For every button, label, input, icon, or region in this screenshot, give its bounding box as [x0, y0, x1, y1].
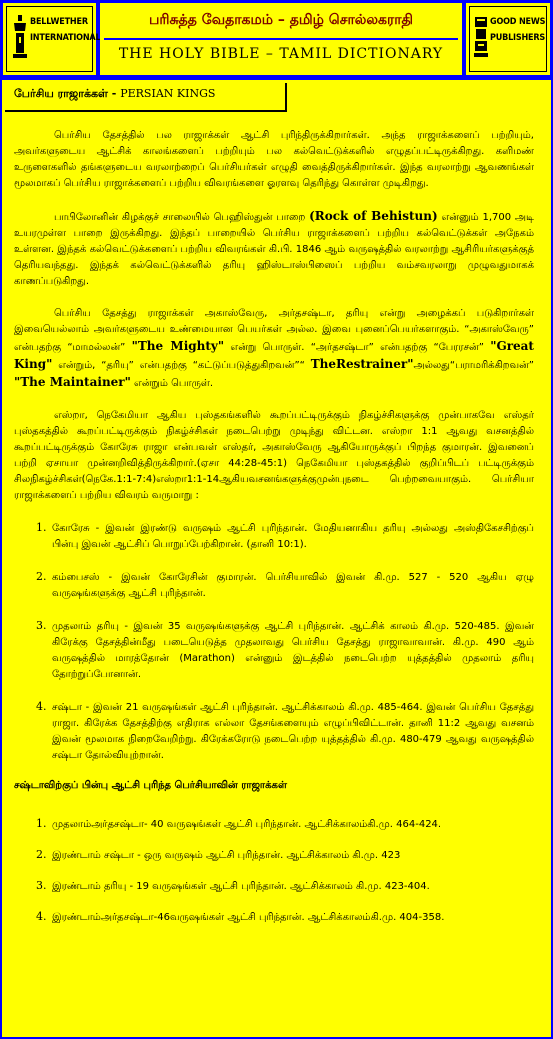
- later-kings-list: [14, 816, 534, 926]
- paragraph-intro: பெர்சிய தேசத்தில் பல ராஜாக்கள் ஆட்சி புரிந்திருக்கிறார்கள். அந்த ராஜாக்களைப் பற்றியும், அவர்களுடைய ஆட்சிக் காலங்களைப் பற்றியும் பல கல்வெட்டுக்களில் எழுதப்பட்டிருக்கிறது. களிமண் உருளைகளில் தங்களுடைய வரலாற்றைப் பெர்சியர்கள் எழுதி வைத்திருக்கிறார்கள். இந்த வரலாற்று ஆவணங்கள் மூலமாகப் பெர்சிய ராஜாக்களைப் பற்றிய விவரங்களை ஓரளவு தெரிந்து கொள்ள முடிகிறது.: [14, 130, 534, 189]
- list-item: 1. முதலாம்அர்தசஷ்டா- 40 வருஷங்கள் ஆட்சி புரிந்தான். ஆட்சிக்காலம்கி.மு. 464-424.: [50, 816, 534, 833]
- book-stack-icon: [473, 13, 489, 61]
- heading-english: PERSIAN KINGS: [120, 87, 216, 100]
- list-item: 4. இரண்டாம்அர்தசஷ்டா-46வருஷங்கள் ஆட்சி புரிந்தான். ஆட்சிக்காலம்கி.மு. 404-358.: [50, 909, 534, 926]
- header: [0, 0, 553, 78]
- list-item: 4. சஷ்டா - இவன் 21 வருஷங்கள் ஆட்சி புரிந்தான். ஆட்சிக்காலம் கி.மு. 485-464. இவன் பெர்சிய தேசத்து ராஜா. கிரேக்க தேசத்திற்கு எதிராக எல்லா தேசங்களையும் எழுப்பிவிட்டான். தானி 11:2 ஆவது வசனம் இவன் மூலமாக நிறைவேறிற்று. கிரேக்கரோடு நடைபெற்ற யுத்தத்தில் கி.மு. 480-479 ஆவது வருஷத்தில் சஷ்டா தோல்வியுற்றான்.: [50, 699, 534, 764]
- bellwether-logo: [3, 3, 101, 75]
- article-body: [14, 128, 534, 940]
- list-item: 3. முதலாம் தரியு - இவன் 35 வருஷங்களுக்கு ஆட்சி புரிந்தான். ஆட்சிக் காலம் கி.மு. 520-485. இவன் கிரேக்கு தேசத்தின்மீது படையெடுத்த முதலாவது பெர்சிய தேசத்து ராஜாவாவான். கி.மு. 490 ஆம் வருஷத்தில் மாரத்தோன் (Marathon) என்னும் இடத்தில் நடைபெற்ற யுத்தத்தில் முதலாம் தரியு தோற்றுப்போனான்.: [50, 618, 534, 683]
- paragraph-chronology: எஸ்றா, நெகேமியா ஆகிய புஸ்தகங்களில் கூறப்பட்டிருக்கும் நிகழ்ச்சிகளுக்கு முன்பாகவே எஸ்தர் புஸ்தகத்தில் கூறப்பட்டிருக்கும் நிகழ்ச்சிகள் நடைபெற்று முடிந்து விட்டன. எஸ்றா 1:1 ஆவது வசனத்தில் கூறப்பட்டிருக்கும் கோரேசு ராஜா என்பவள் எஸ்தர், அகாஸ்வேரு ஆகியோருக்குப் பிறந்த குமாரன். இவனைப் பற்றி ஏசாயா முன்னறிவித்திருக்கிறார்.(ஏசா 44:28-45:1) நெகேமியா புஸ்தகத்தில் குறிப்பிடப் பட்டிருக்கும் சிலநிகழ்ச்சிகள்(நெகே.1:1-7:4)எஸ்றா1:1-14ஆகியவசனங்களுக்குமுன்புநடை பெற்றவையாகும். பெர்சியா ராஜாக்களைப் பற்றிய விவரம் வருமாறு :: [14, 410, 534, 501]
- good-news-logo: [466, 3, 550, 75]
- divider: [104, 38, 458, 40]
- subtitle-box: [5, 83, 287, 112]
- kings-list: [14, 520, 534, 764]
- paragraph-behistun: பாபிலோனின் கிழக்குச் சாலையில் பெஹிஸ்துன் பாறை (Rock of Behistun) என்னும் 1,700 அடி உயரமுள்ள பாறை இருக்கிறது. இந்தப் பாறையில் பெர்சிய ராஜாக்களைப் பற்றிய கல்வெட்டுக்கள் அநேகம் உள்ளன. இந்தக் கல்வெட்டுக்களைப் பற்றிய விவரங்கள் கி.பி. 1846 ஆம் வருஷத்தில் வரலாற்று ஆசிரியர்களுக்குத் தெரியவந்தது. இந்தக் கல்வெட்டுக்களில் தரியு ஹிஸ்டாஸ்பிஸைப் பற்றிய வம்சவரலாறு முழுவதுமாகக் காணப்படுகிறது.: [14, 209, 534, 287]
- list-item: 2. கம்பைசஸ் - இவன் கோரேசின் குமாரன். பெர்சியாவில் இவன் கி.மு. 527 - 520 ஆகிய ஏழு வருஷங்களுக்கு ஆட்சி புரிந்தான்.: [50, 569, 534, 602]
- list-item: 2. இரண்டாம் சஷ்டா - ஒரு வருஷம் ஆட்சி புரிந்தான். ஆட்சிக்காலம் கி.மு. 423: [50, 847, 534, 864]
- list-item: 3. இரண்டாம் தரியு - 19 வருஷங்கள் ஆட்சி புரிந்தான். ஆட்சிக்காலம் கி.மு. 423-404.: [50, 878, 534, 895]
- page-title-english: THE HOLY BIBLE – TAMIL DICTIONARY: [118, 46, 444, 62]
- article-panel: [2, 80, 551, 1037]
- list-item: 1. கோரேசு - இவன் இரண்டு வருஷம் ஆட்சி புரிந்தான். மேதியனாகிய தரியு அல்லது அஸ்திகேசசிற்குப் பின்பு இவன் ஆட்சிப் பொறுப்பேற்கிறான். (தானி 10:1).: [50, 520, 534, 553]
- bellwether-logo-text: BELLWETHER INTERNATIONAL: [30, 17, 101, 43]
- good-news-logo-text: GOOD NEWS PUBLISHERS: [490, 17, 546, 43]
- heading-tamil: பேர்சிய ராஜாக்கள் -: [14, 87, 117, 100]
- title-box: [100, 3, 462, 75]
- section-heading: சஷ்டாவிற்குப் பின்பு ஆட்சி புரிந்த பெர்சியாவின் ராஜாக்கள்: [14, 780, 287, 791]
- bell-tower-icon: [12, 13, 28, 61]
- article-heading: [14, 87, 215, 102]
- paragraph-names: பெர்சிய தேசத்து ராஜாக்கள் அகாஸ்வேரு, அர்தசஷ்டா, தரியு என்று அழைக்கப் படுகிறார்கள் இவையெல்லாம் அவர்களுடைய உண்மையான பெயர்கள் அல்ல. இவை புனைப்பெயர்களாகும். “அகாஸ்வேரு” என்பதற்கு “மாமல்லன்” "The Mighty" என்று பொருள். “அர்தசஷ்டா” என்பதற்கு “பேரரசன்” "Great King" என்றும், “தரியு” என்பதற்கு “கட்டுப்படுத்துகிறவன்”“ TheRestrainer"அல்லது“பராமரிக்கிறவன்” "The Maintainer" என்றும் பொருள்.: [14, 308, 534, 389]
- page-title-tamil: பரிசுத்த வேதாகமம் – தமிழ் சொல்லகராதி: [149, 12, 413, 28]
